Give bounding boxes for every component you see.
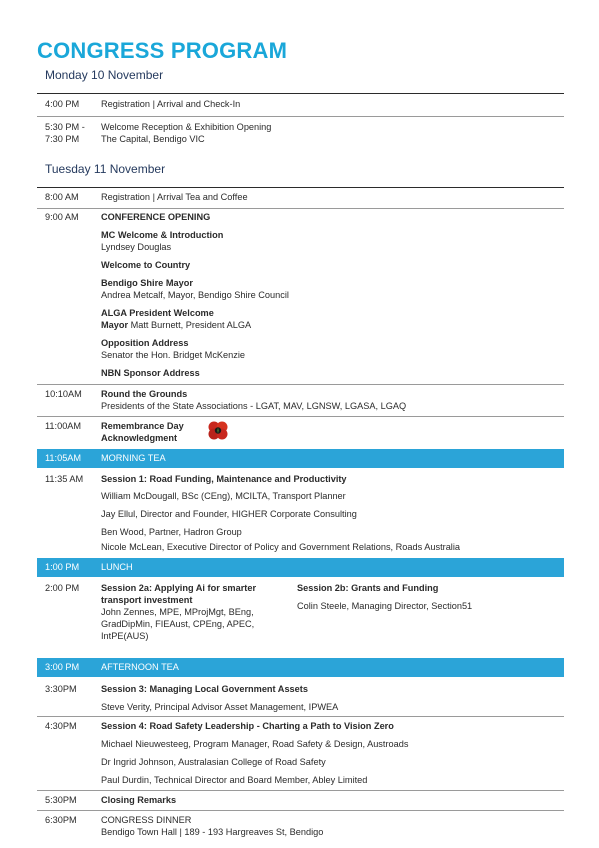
break-band-afternoon-tea <box>37 658 564 677</box>
speaker: GradDipMin, FIEAust, CPEng, APEC, <box>101 619 255 629</box>
divider <box>37 208 564 209</box>
speaker <box>101 320 251 332</box>
speaker: Lyndsey Douglas <box>101 242 172 252</box>
break-label: MORNING TEA <box>101 453 166 463</box>
time-label: 6:30PM <box>45 815 77 825</box>
session-location: The Capital, Bendigo VIC <box>101 134 205 144</box>
time-label: 11:00AM <box>45 421 82 431</box>
break-label: LUNCH <box>101 562 133 572</box>
session-title: NBN Sponsor Address <box>101 368 200 378</box>
session-title: Closing Remarks <box>101 795 177 805</box>
time-label: 8:00 AM <box>45 192 79 202</box>
divider <box>37 116 564 117</box>
day-heading-monday: Monday 10 November <box>45 68 164 82</box>
time-label: 7:30 PM <box>45 134 80 144</box>
break-band-morning-tea <box>37 449 564 468</box>
time-label: 10:10AM <box>45 389 82 399</box>
time-label: 5:30 PM - <box>45 122 85 132</box>
speaker: Andrea Metcalf, Mayor, Bendigo Shire Council <box>101 290 289 300</box>
poppy-icon <box>207 419 229 441</box>
session-title: CONGRESS DINNER <box>101 815 192 825</box>
speaker: Dr Ingrid Johnson, Australasian College of Road Safety <box>101 757 326 767</box>
session-heading: CONFERENCE OPENING <box>101 212 211 222</box>
session-title: Bendigo Shire Mayor <box>101 278 193 288</box>
session-title: Acknowledgment <box>101 433 178 443</box>
time-label: 3:30PM <box>45 684 77 694</box>
divider <box>37 790 564 791</box>
session-text: Registration | Arrival and Check-In <box>101 99 241 109</box>
divider <box>37 416 564 417</box>
session-text: Registration | Arrival Tea and Coffee <box>101 192 248 202</box>
session-location: Bendigo Town Hall | 189 - 193 Hargreaves St, Bendigo <box>101 827 324 837</box>
time-label: 11:35 AM <box>45 474 84 484</box>
speaker: IntPE(AUS) <box>101 631 149 641</box>
speaker: Ben Wood, Partner, Hadron Group <box>101 527 242 537</box>
speaker: John Zennes, MPE, MProjMgt, BEng, <box>101 607 254 617</box>
day-heading-tuesday: Tuesday 11 November <box>45 162 166 176</box>
session-title: Session 2b: Grants and Funding <box>297 583 439 593</box>
session-title: Session 2a: Applying Ai for smarter <box>101 583 257 593</box>
break-label: AFTERNOON TEA <box>101 662 179 672</box>
session-title: Round the Grounds <box>101 389 188 399</box>
time-label: 5:30PM <box>45 795 77 805</box>
session-title: Session 4: Road Safety Leadership - Charting a Path to Vision Zero <box>101 721 394 731</box>
divider <box>37 93 564 94</box>
session-title: transport investment <box>101 595 193 605</box>
speaker: Colin Steele, Managing Director, Section51 <box>297 601 473 611</box>
session-title: Session 1: Road Funding, Maintenance and Productivity <box>101 474 347 484</box>
session-title: Session 3: Managing Local Government Assets <box>101 684 308 694</box>
session-title: MC Welcome & Introduction <box>101 230 224 240</box>
speaker: Presidents of the State Associations - LGAT, MAV, LGNSW, LGASA, LGAQ <box>101 401 407 411</box>
speaker: Steve Verity, Principal Advisor Asset Management, IPWEA <box>101 702 339 712</box>
divider <box>37 384 564 385</box>
speaker: Paul Durdin, Technical Director and Board Member, Abley Limited <box>101 775 368 785</box>
speaker-name: Matt Burnett, President ALGA <box>128 320 252 330</box>
time-label: 4:30PM <box>45 721 77 731</box>
time-label: 4:00 PM <box>45 99 80 109</box>
speaker: Michael Nieuwesteeg, Program Manager, Road Safety & Design, Austroads <box>101 739 409 749</box>
page-title: CONGRESS PROGRAM <box>37 38 288 63</box>
time-label: 2:00 PM <box>45 583 80 593</box>
session-title: Remembrance Day <box>101 421 184 431</box>
session-text: Welcome Reception & Exhibition Opening <box>101 122 272 132</box>
speaker: Senator the Hon. Bridget McKenzie <box>101 350 246 360</box>
session-title: Opposition Address <box>101 338 189 348</box>
session-title: ALGA President Welcome <box>101 308 214 318</box>
speaker: Nicole McLean, Executive Director of Policy and Government Relations, Roads Australia <box>101 542 460 552</box>
speaker: William McDougall, BSc (CEng), MCILTA, Transport Planner <box>101 491 346 501</box>
session-title: Welcome to Country <box>101 260 191 270</box>
divider <box>37 187 564 188</box>
break-band-lunch <box>37 558 564 577</box>
speaker-title: Mayor <box>101 320 129 330</box>
divider <box>37 716 564 717</box>
time-label: 9:00 AM <box>45 212 79 222</box>
divider <box>37 810 564 811</box>
time-label: 3:00 PM <box>45 662 80 672</box>
time-label: 1:00 PM <box>45 562 80 572</box>
time-label: 11:05AM <box>45 453 82 463</box>
speaker: Jay Ellul, Director and Founder, HIGHER Corporate Consulting <box>101 509 357 519</box>
